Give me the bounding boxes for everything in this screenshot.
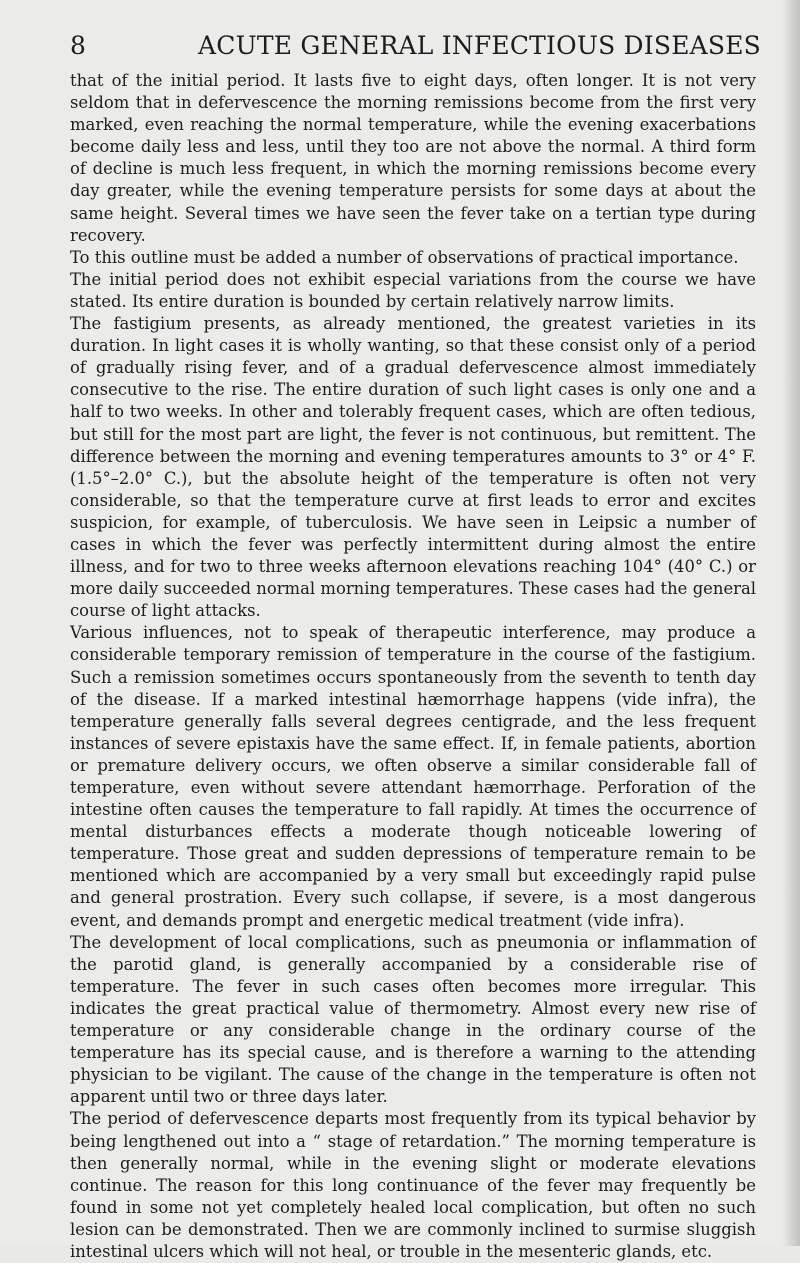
paragraph: The period of defervescence departs most frequently from its typical behavior by being lengthened out into a “ stage of retardation.” The morning temperature is then generally normal, while in the evening slight or moderate elevations continue. The reason for this long continuance of the fever may frequently be found in some not yet completely healed local complication, but often no such lesion can be demonstrated. Then we are commonly inclined to surmise sluggish intestinal ulcers which will not heal, or trouble in the mesenteric glands, etc. bbox=[70, 1109, 756, 1261]
paragraph: The initial period does not exhibit especial variations from the course we have stated. Its entire duration is bounded by certain relatively narrow limits. bbox=[70, 269, 756, 311]
paragraph: that of the initial period. It lasts five to eight days, often longer. It is not very seldom that in defervescence the morning remissions become from the first very marked, even reaching the normal temperature, while the evening exacerbations become daily less and less, until they too are not above the normal. A third form of decline is much less frequent, in which the morning remissions become every day greater, while the evening temperature persists for some days at about the same height. Several times we have seen the fever take on a tertian type during recovery. bbox=[70, 71, 756, 245]
page-header bbox=[70, 28, 770, 64]
paragraph: The fastigium presents, as already mentioned, the greatest varieties in its duration. In light cases it is wholly wanting, so that these consist only of a period of gradually rising fever, and of a gradual defervescence almost immediately consecutive to the rise. The entire duration of such light cases is only one and a half to two weeks. In other and tolerably frequent cases, which are often tedious, but still for the most part are light, the fever is not continuous, but remittent. The difference between the morning and evening temperatures amounts to 3° or 4° F. (1.5°–2.0° C.), but the absolute height of the temperature is often not very considerable, so that the temperature curve at first leads to error and excites suspicion, for example, of tuberculosis. We have seen in Leipsic a number of cases in which the fever was perfectly intermittent during almost the entire illness, and for two to three weeks afternoon elevations reaching 104° (40° C.) or more daily succeeded normal morning temperatures. These cases had the general course of light attacks. bbox=[70, 314, 756, 621]
paragraph: The development of local complications, such as pneumonia or inflammation of the parotid gland, is generally accompanied by a considerable rise of temperature. The fever in such cases often becomes more irregular. This indicates the great practical value of thermometry. Almost every new rise of temperature or any considerable change in the ordinary course of the temperature has its special cause, and is therefore a warning to the attending physician to be vigilant. The cause of the change in the temperature is often not apparent until two or three days later. bbox=[70, 932, 756, 1107]
paragraph: Various influences, not to speak of therapeutic interference, may produce a considerable temporary remission of temperature in the course of the fastigium. Such a remission sometimes occurs spontaneously from the seventh to tenth day of the disease. If a marked intestinal hæmorrhage happens (vide infra), the temperature generally falls several degrees centigrade, and the less frequent instances of severe epistaxis have the same effect. If, in female patients, abortion or premature delivery occurs, we often observe a similar considerable fall of temperature, even without severe attendant hæmorrhage. Perforation of the intestine often causes the temperature to fall rapidly. At times the occurrence of mental disturbances effects a moderate though noticeable lowering of temperature. Those great and sudden depressions of temperature remain to be mentioned which are accompanied by a very small but exceedingly rapid pulse and general prostration. Every such collapse, if severe, is a most dangerous event, and demands prompt and energetic medical treatment (vide infra). bbox=[70, 623, 756, 930]
page-number: 8 bbox=[70, 31, 86, 60]
page-edge-shadow bbox=[782, 0, 800, 1246]
running-head: ACUTE GENERAL INFECTIOUS DISEASES bbox=[198, 31, 762, 60]
paragraph: To this outline must be added a number of observations of practical importance. bbox=[70, 247, 739, 267]
body-text bbox=[70, 70, 756, 1263]
